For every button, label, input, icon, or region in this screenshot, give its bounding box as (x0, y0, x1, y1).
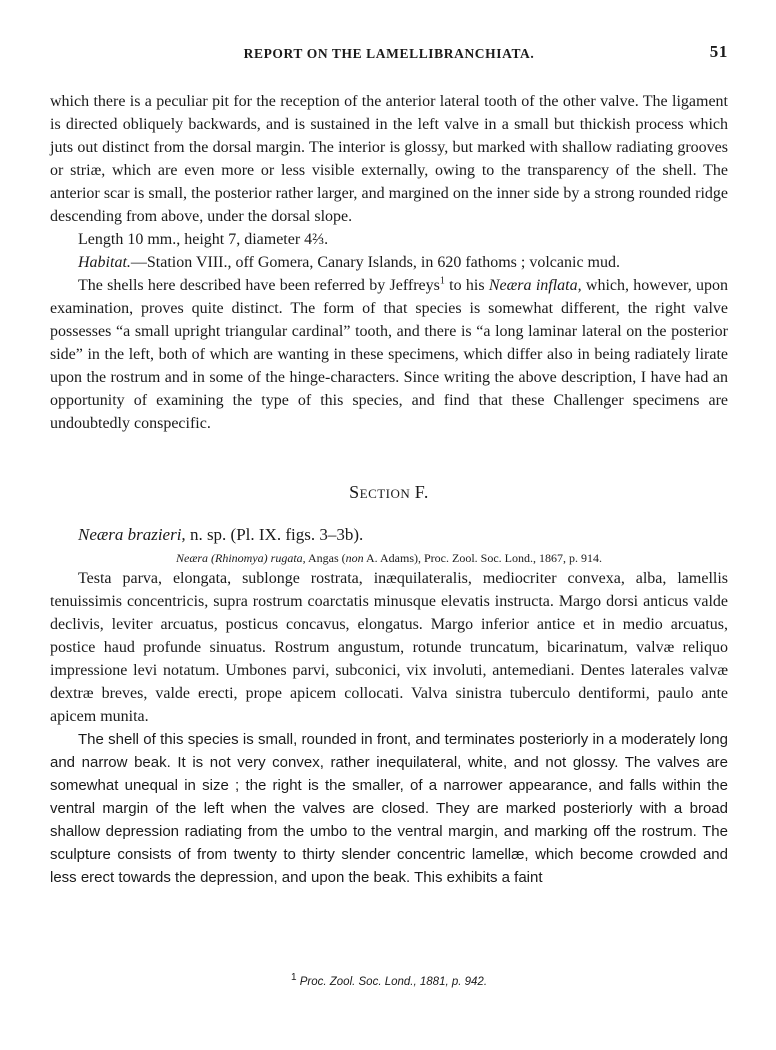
synonym-line (50, 549, 728, 567)
page (50, 36, 729, 988)
species-suffix: n. sp. (Pl. IX. figs. 3–3b). (185, 525, 364, 544)
description-paragraph: The shell of this species is small, rounded in front, and terminates posteriorly in a moderately long and narrow beak. It is not very convex, rather inequilateral, white, and not glossy. The valves are somewhat unequal in size ; the right is the smaller, of a narrower appearance, and falls within the ventral margin of the left when the valves are closed. They are marked posteriorly with a broad shallow depression radiating from the umbo to the ventral margin, and marking off the rostrum. The sculpture consists of from twenty to thirty slender concentric lamellæ, which become crowded and less erect towards the depression, and upon the beak. This exhibits a faint (50, 731, 728, 886)
section-letter: F. (414, 482, 429, 502)
synonym-part1: Angas ( (305, 551, 346, 565)
remarks-paragraph (50, 274, 728, 435)
synonym-non: non (345, 551, 364, 565)
remarks-part2: to his (444, 277, 489, 294)
species-title (50, 523, 728, 547)
remarks-part3: which, however, upon examination, proves quite distinct. The form of that species is somewhat different, the right valve possesses “a small upright triangular cardinal” tooth, and there is “a long laminar lateral on the posterior side” in the left, both of which are wanting in these specimens, which differ also in being radiately lirate upon the rostrum and in some of the hinge-characters. Since writing the above description, I have had an opportunity of examining the type of this species, and find that these Challenger specimens are undoubtedly conspecific. (50, 277, 729, 432)
habitat-label: Habitat. (78, 254, 131, 271)
remarks-part1: The shells here described have been referred by Jeffreys (78, 277, 440, 294)
species-name: Neæra brazieri, (78, 525, 186, 544)
paragraph-continuation: which there is a peculiar pit for the reception of the anterior lateral tooth of the other valve. The ligament is directed obliquely backwards, and is sustained in the left valve in a small but thickish process which juts out distinct from the dorsal margin. The interior is glossy, but marked with shallow radiating grooves or striæ, which are even more or less visible externally, owing to the transparency of the shell. The anterior scar is small, the posterior rather larger, and margined on the inner side by a strong rounded ridge descending from above, under the dorsal slope. (50, 93, 728, 225)
footnote (50, 972, 728, 988)
running-head-title: REPORT ON THE LAMELLIBRANCHIATA. (243, 46, 535, 61)
species-inflata: Neæra inflata, (488, 277, 582, 294)
section-heading (50, 481, 728, 505)
synonym-name: Neæra (Rhinomya) rugata, (176, 551, 306, 565)
page-number: 51 (709, 42, 728, 61)
habitat-text: —Station VIII., off Gomera, Canary Islands, in 620 fathoms ; volcanic mud. (130, 254, 620, 271)
footnote-text: Proc. Zool. Soc. Lond., 1881, p. 942. (296, 976, 488, 988)
latin-diagnosis: Testa parva, elongata, sublonge rostrata, inæquilateralis, mediocriter convexa, alba, lamellis tenuissimis concentricis, supra rostrum coarctatis minusque elevatis instructa. Margo dorsi anticus valde declivis, leviter arcuatus, posticus concavus, elongatus. Margo inferior antice et in medio arcuatus, postice haud profunde sinuatus. Rostrum angustum, rotunde truncatum, bicarinatum, valvæ reliquo impressione levi notatum. Umbones parvi, subconici, vix involuti, antemediani. Dentes laterales valvæ dextræ breves, valde erecti, prope apicem collocati. Valva sinistra tuberculo dentiformi, paulo ante apicem munita. (50, 570, 728, 725)
section-first-letter: S (349, 482, 360, 502)
synonym-part2: A. Adams), Proc. Zool. Soc. Lond., 1867, p. 914. (363, 551, 602, 565)
body-text (50, 90, 728, 889)
footnote-ref: 1 (439, 275, 445, 287)
habitat (50, 251, 728, 274)
section-word: ECTION (359, 486, 411, 501)
footnote-marker: 1 (290, 972, 297, 984)
measurements: Length 10 mm., height 7, diameter 4⅔. (78, 231, 329, 248)
running-head (50, 36, 728, 62)
